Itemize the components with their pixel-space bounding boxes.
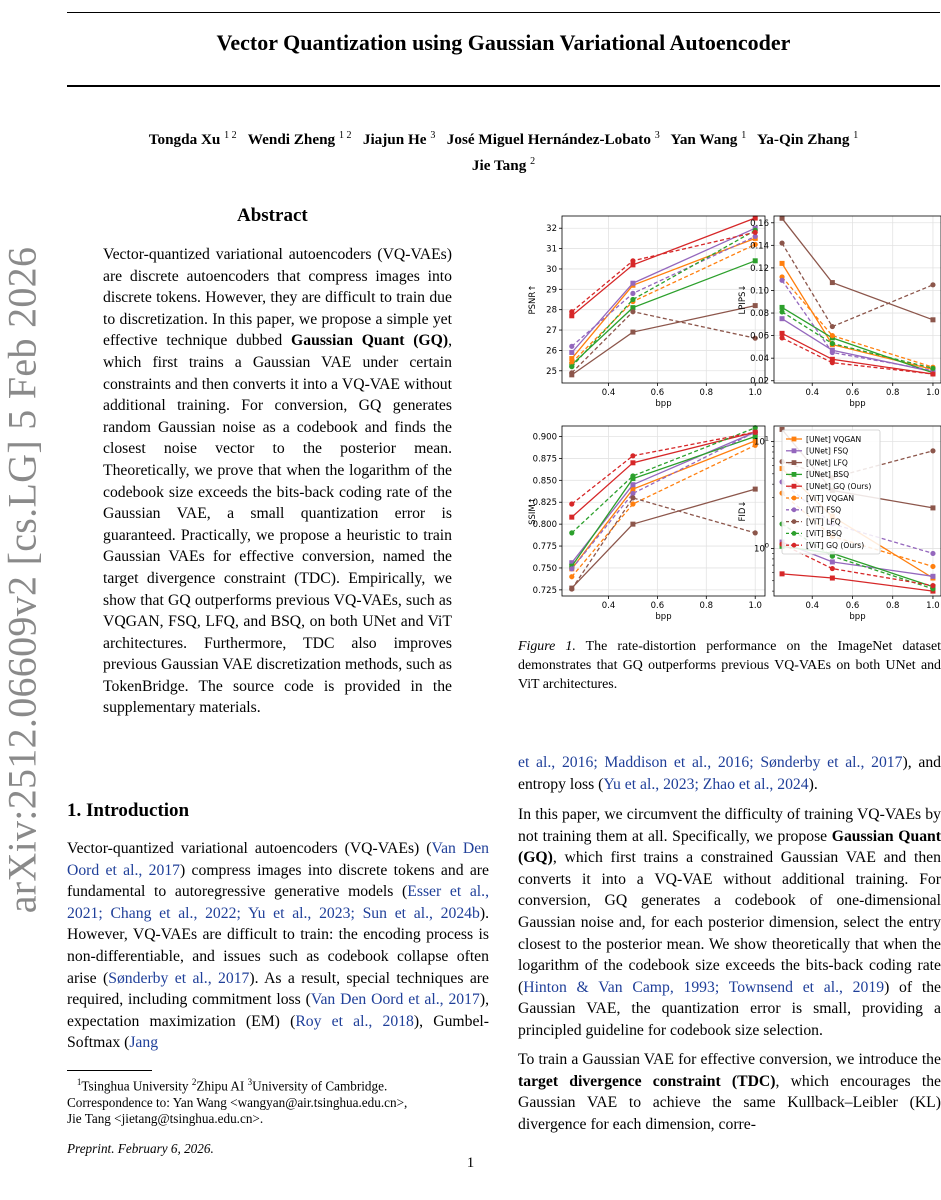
x-axis-label: bpp xyxy=(655,612,672,622)
x-axis-label: bpp xyxy=(849,612,866,622)
data-point xyxy=(930,505,935,510)
legend-label: [ViT] VQGAN xyxy=(806,493,855,503)
data-point xyxy=(630,297,635,302)
author: Jie Tang $^2$ xyxy=(471,156,536,175)
legend-label: [ViT] LFQ xyxy=(806,517,841,527)
data-point xyxy=(630,258,635,263)
data-point xyxy=(630,309,635,314)
data-point xyxy=(779,309,784,314)
y-tick-label: $10^1$ xyxy=(754,434,769,448)
series-line xyxy=(572,218,755,316)
y-tick-label: 0.825 xyxy=(532,498,557,509)
legend-marker xyxy=(792,484,797,489)
citation-link[interactable]: Sønderby et al., 2017 xyxy=(108,969,250,987)
data-point xyxy=(753,230,758,235)
y-tick-label: 31 xyxy=(546,244,557,255)
data-point xyxy=(569,344,574,349)
page-number: 1 xyxy=(466,1155,475,1171)
plot-frame xyxy=(562,426,765,596)
x-tick-label: 0.8 xyxy=(885,388,900,398)
citation-link[interactable]: Yu et al., 2023 xyxy=(603,775,695,793)
paragraph-continuation: et al., 2016; Maddison et al., 2016; Sønderby et al., 2017), and entropy loss (Yu et al., 2023; Zhao et al., 2024). xyxy=(518,754,941,793)
series-line xyxy=(782,218,933,319)
data-point xyxy=(630,453,635,458)
data-point xyxy=(630,291,635,296)
x-tick-label: 1.0 xyxy=(748,601,762,611)
citation-link[interactable]: Hinton & Van Camp, 1993 xyxy=(523,978,715,996)
footnote-rule xyxy=(67,1070,152,1071)
data-point xyxy=(630,460,635,465)
x-tick-label: 0.8 xyxy=(699,388,714,398)
legend-marker xyxy=(792,519,797,524)
figure-caption: Figure 1. The rate-distortion performance on the ImageNet dataset demonstrates that GQ outperforms previous VQ-VAEs on both UNet and ViT architectures. xyxy=(518,639,941,692)
data-point xyxy=(830,559,835,564)
citation-link[interactable]: Yu et al., 2023 xyxy=(247,904,351,922)
citation-link[interactable]: Sønderby et al., 2017 xyxy=(760,754,903,771)
tdc-paragraph: To train a Gaussian VAE for effective conversion, we introduce the target divergence constraint (TDC), which encourages the Gaussian VAE to achieve the same Kullback–Leibler (KL) divergence for each dimension, corre- xyxy=(518,1051,941,1133)
author-list xyxy=(67,125,940,177)
data-point xyxy=(569,566,574,571)
series-line xyxy=(572,432,755,517)
data-point xyxy=(779,335,784,340)
data-point xyxy=(630,495,635,500)
legend-label: [ViT] GQ (Ours) xyxy=(806,541,865,550)
author: Ya-Qin Zhang $^1$ xyxy=(757,130,859,149)
data-point xyxy=(753,487,758,492)
y-tick-label: 0.08 xyxy=(750,309,769,320)
legend-label: [UNet] FSQ xyxy=(806,446,849,456)
data-point xyxy=(753,258,758,263)
y-tick-label: 0.875 xyxy=(532,454,557,465)
y-axis-label: SSIM↑ xyxy=(528,497,538,525)
y-tick-label: 0.10 xyxy=(750,286,769,297)
data-point xyxy=(780,216,785,221)
data-point xyxy=(830,350,835,355)
y-tick-label: 0.14 xyxy=(750,241,769,252)
x-tick-label: 0.4 xyxy=(805,388,819,398)
x-tick-label: 0.8 xyxy=(699,601,714,611)
data-point xyxy=(779,278,784,283)
data-point xyxy=(780,316,785,321)
data-point xyxy=(630,330,635,335)
series-line xyxy=(572,306,755,375)
data-point xyxy=(780,261,785,266)
legend-label: [UNet] BSQ xyxy=(806,470,850,480)
abstract-heading: Abstract xyxy=(237,205,308,226)
legend-marker xyxy=(792,531,797,536)
data-point xyxy=(753,303,758,308)
series-line xyxy=(572,238,755,358)
y-tick-label: 0.04 xyxy=(750,354,769,365)
legend-marker xyxy=(792,448,797,453)
x-tick-label: 1.0 xyxy=(926,601,940,611)
rate-distortion-figure xyxy=(518,212,941,624)
x-tick-label: 0.4 xyxy=(805,601,819,611)
data-point xyxy=(569,501,574,506)
data-point xyxy=(830,566,835,571)
author: José Miguel Hernández-Lobato $^3$ xyxy=(446,130,660,149)
data-point xyxy=(630,281,635,286)
abstract-text: Vector-quantized variational autoencoders (VQ-VAEs) are discrete autoencoders that compress images into discrete tokens. However, they are difficult to train due to discretization. In this paper, we propose a simple yet effective technique dubbed Gaussian Quant (GQ), which first trains a Gaussian VAE under certain constraints and then converts it into a VQ-VAE without additional training. For conversion, GQ generates random Gaussian noise as a codebook and finds the closest noise vector to the posterior mean. Theoretically, we prove that when the logarithm of the codebook size exceeds the bits-back coding rate of the Gaussian VAE, a small quantization error is guaranteed. Practically, we propose a heuristic to train Gaussian VAEs for effective conversion, named the target divergence constraint (TDC). Empirically, we show that GQ outperforms previous VQ-VAEs, such as VQGAN, FSQ, LFQ, and BSQ, on both UNet and ViT architectures. Furthermore, TDC also improves previous Gaussian VAE discretization methods, such as TokenBridge. The source code is provided in the supplementary materials. xyxy=(103,246,452,717)
legend-marker xyxy=(792,496,797,501)
y-tick-label: 25 xyxy=(546,366,557,377)
citation-link[interactable]: Zhao et al., 2024 xyxy=(702,775,809,793)
y-tick-label: 0.06 xyxy=(750,331,769,342)
y-tick-label: 0.02 xyxy=(750,376,769,387)
data-point xyxy=(930,371,935,376)
data-point xyxy=(780,331,785,336)
series-line xyxy=(572,228,755,352)
citation-link[interactable]: Townsend et al., 2019 xyxy=(728,978,885,996)
legend-marker xyxy=(792,437,797,442)
arxiv-watermark: arXiv:2512.06609v2 [cs.LG] 5 Feb 2026 xyxy=(0,246,45,914)
series-line xyxy=(782,333,933,374)
data-point xyxy=(630,482,635,487)
preprint-date: Preprint. February 6, 2026. xyxy=(67,1141,214,1156)
data-point xyxy=(630,501,635,506)
y-axis-label: FID↓ xyxy=(738,500,748,522)
paper-title: Vector Quantization using Gaussian Variational Autoencoder xyxy=(216,30,791,55)
citation-link[interactable]: et al., 2016 xyxy=(518,754,594,771)
series-line xyxy=(572,489,755,588)
data-point xyxy=(930,317,935,322)
plot-frame xyxy=(562,216,765,383)
y-tick-label: 30 xyxy=(546,264,557,275)
data-point xyxy=(569,309,574,314)
series-line xyxy=(572,437,755,567)
data-point xyxy=(780,571,785,576)
x-tick-label: 0.6 xyxy=(845,601,860,611)
y-tick-label: 27 xyxy=(546,326,557,337)
legend-label: [ViT] FSQ xyxy=(806,505,842,515)
x-tick-label: 0.4 xyxy=(601,601,616,611)
citation-link[interactable]: Sun et al., 2024b xyxy=(362,904,480,922)
legend-label: [ViT] BSQ xyxy=(806,529,842,539)
x-tick-label: 0.4 xyxy=(601,388,616,398)
y-tick-label: 28 xyxy=(546,305,557,316)
data-point xyxy=(569,586,574,591)
y-axis-label: LPIPS↓ xyxy=(738,284,748,315)
series-line xyxy=(572,230,755,366)
y-tick-label: 0.775 xyxy=(532,542,557,553)
data-point xyxy=(830,324,835,329)
data-point xyxy=(780,305,785,310)
citation-link[interactable]: Esser et al., 2021 xyxy=(67,883,490,922)
y-tick-label: 0.850 xyxy=(532,476,557,487)
data-point xyxy=(830,280,835,285)
x-tick-label: 0.6 xyxy=(650,388,665,398)
y-tick-label: 0.900 xyxy=(532,432,557,443)
series-line xyxy=(572,498,755,589)
data-point xyxy=(930,282,935,287)
top-rule xyxy=(67,12,940,13)
data-point xyxy=(779,240,784,245)
citation-link[interactable]: Roy et al., 2018 xyxy=(295,1012,414,1030)
data-point xyxy=(630,473,635,478)
x-tick-label: 0.6 xyxy=(845,388,860,398)
data-point xyxy=(830,333,835,338)
series-line xyxy=(572,441,755,569)
series-line xyxy=(572,445,755,576)
data-point xyxy=(930,551,935,556)
legend-marker xyxy=(792,460,797,465)
data-point xyxy=(930,583,935,588)
data-point xyxy=(830,341,835,346)
y-tick-label: 26 xyxy=(546,346,557,357)
x-axis-label: bpp xyxy=(849,399,866,409)
data-point xyxy=(830,360,835,365)
y-tick-label: 0.800 xyxy=(532,520,557,531)
data-point xyxy=(930,574,935,579)
x-tick-label: 1.0 xyxy=(926,388,940,398)
affiliation-footnote: $^1$Tsinghua University $^2$Zhipu AI $^3$University of Cambridge. Correspondence to: Yan Wang <wangyan@air.tsinghua.edu.cn>, Jie Tang <jietang@tsinghua.edu.cn>. xyxy=(67,1077,408,1127)
x-tick-label: 0.8 xyxy=(885,601,900,611)
data-point xyxy=(630,522,635,527)
y-tick-label: $10^0$ xyxy=(754,541,769,555)
citation-link[interactable]: Chang et al., 2022 xyxy=(110,904,237,922)
citation-link[interactable]: Maddison et al., 2016 xyxy=(604,754,750,771)
y-tick-label: 0.12 xyxy=(750,263,769,274)
citation-link[interactable]: Jang xyxy=(129,1034,159,1052)
y-axis-label: PSNR↑ xyxy=(528,284,538,315)
legend-marker xyxy=(792,472,797,477)
x-tick-label: 1.0 xyxy=(748,388,762,398)
x-tick-label: 0.6 xyxy=(650,601,665,611)
y-tick-label: 32 xyxy=(546,224,557,235)
x-axis-label: bpp xyxy=(655,399,672,409)
series-line xyxy=(782,243,933,327)
data-point xyxy=(569,350,574,355)
citation-link[interactable]: Van Den Oord et al., 2017 xyxy=(310,991,480,1009)
legend-label: [UNet] VQGAN xyxy=(806,434,862,444)
section-heading-introduction: 1. Introduction xyxy=(67,800,190,821)
series-line xyxy=(572,261,755,365)
data-point xyxy=(930,366,935,371)
citation-link[interactable]: Van Den Oord et al., 2017 xyxy=(67,840,489,879)
data-point xyxy=(753,530,758,535)
y-tick-label: 0.725 xyxy=(532,585,557,596)
author: Wendi Zheng $^{1 2}$ xyxy=(247,130,352,149)
data-point xyxy=(569,530,574,535)
title-rule xyxy=(67,85,940,87)
introduction-paragraph: Vector-quantized variational autoencoders (VQ-VAEs) (Van Den Oord et al., 2017) compress images into discrete tokens and are fundamental to autoregressive generative models (Esser et al., 2021; Chang et al., 2022; Yu et al., 2023; Sun et al., 2024b). However, VQ-VAEs are difficult to train: the encoding process is non-differentiable, and issues such as codebook collapse often arise (Sønderby et al., 2017). As a result, special techniques are required, including commitment loss (Van Den Oord et al., 2017), expectation maximization (EM) (Roy et al., 2018), Gumbel-Softmax (Jang xyxy=(67,840,490,1052)
data-point xyxy=(930,448,935,453)
legend-label: [UNet] GQ (Ours) xyxy=(806,482,872,491)
y-tick-label: 29 xyxy=(546,285,557,296)
legend-label: [UNet] LFQ xyxy=(806,458,848,468)
data-point xyxy=(569,574,574,579)
y-tick-label: 0.750 xyxy=(532,563,557,574)
legend-marker xyxy=(792,507,797,512)
data-point xyxy=(569,515,574,520)
series-line xyxy=(782,574,933,591)
data-point xyxy=(753,430,758,435)
author: Tongda Xu $^{1 2}$ xyxy=(148,130,237,149)
author: Yan Wang $^1$ xyxy=(670,130,747,149)
legend-marker xyxy=(792,543,797,548)
data-point xyxy=(930,564,935,569)
y-tick-label: 0.16 xyxy=(750,218,769,229)
data-point xyxy=(830,576,835,581)
author: Jiajun He $^3$ xyxy=(362,130,436,149)
method-paragraph: In this paper, we circumvent the difficulty of training VQ-VAEs by not training them at all. Specifically, we propose Gaussian Quant (GQ), which first trains a constrained Gaussian VAE and then converts it into a VQ-VAE without additional training. For conversion, GQ generates a codebook of one-dimensional Gaussian noise and, for each posterior dimension, select the entry closest to the posterior mean. We show theoretically that when the logarithm of the codebook size exceeds the bits-back coding rate (Hinton & Van Camp, 1993; Townsend et al., 2019) of the Gaussian VAE, the quantization error is small, providing a principled guideline for codebook size selection. xyxy=(518,806,941,1039)
data-point xyxy=(569,364,574,369)
data-point xyxy=(569,370,574,375)
